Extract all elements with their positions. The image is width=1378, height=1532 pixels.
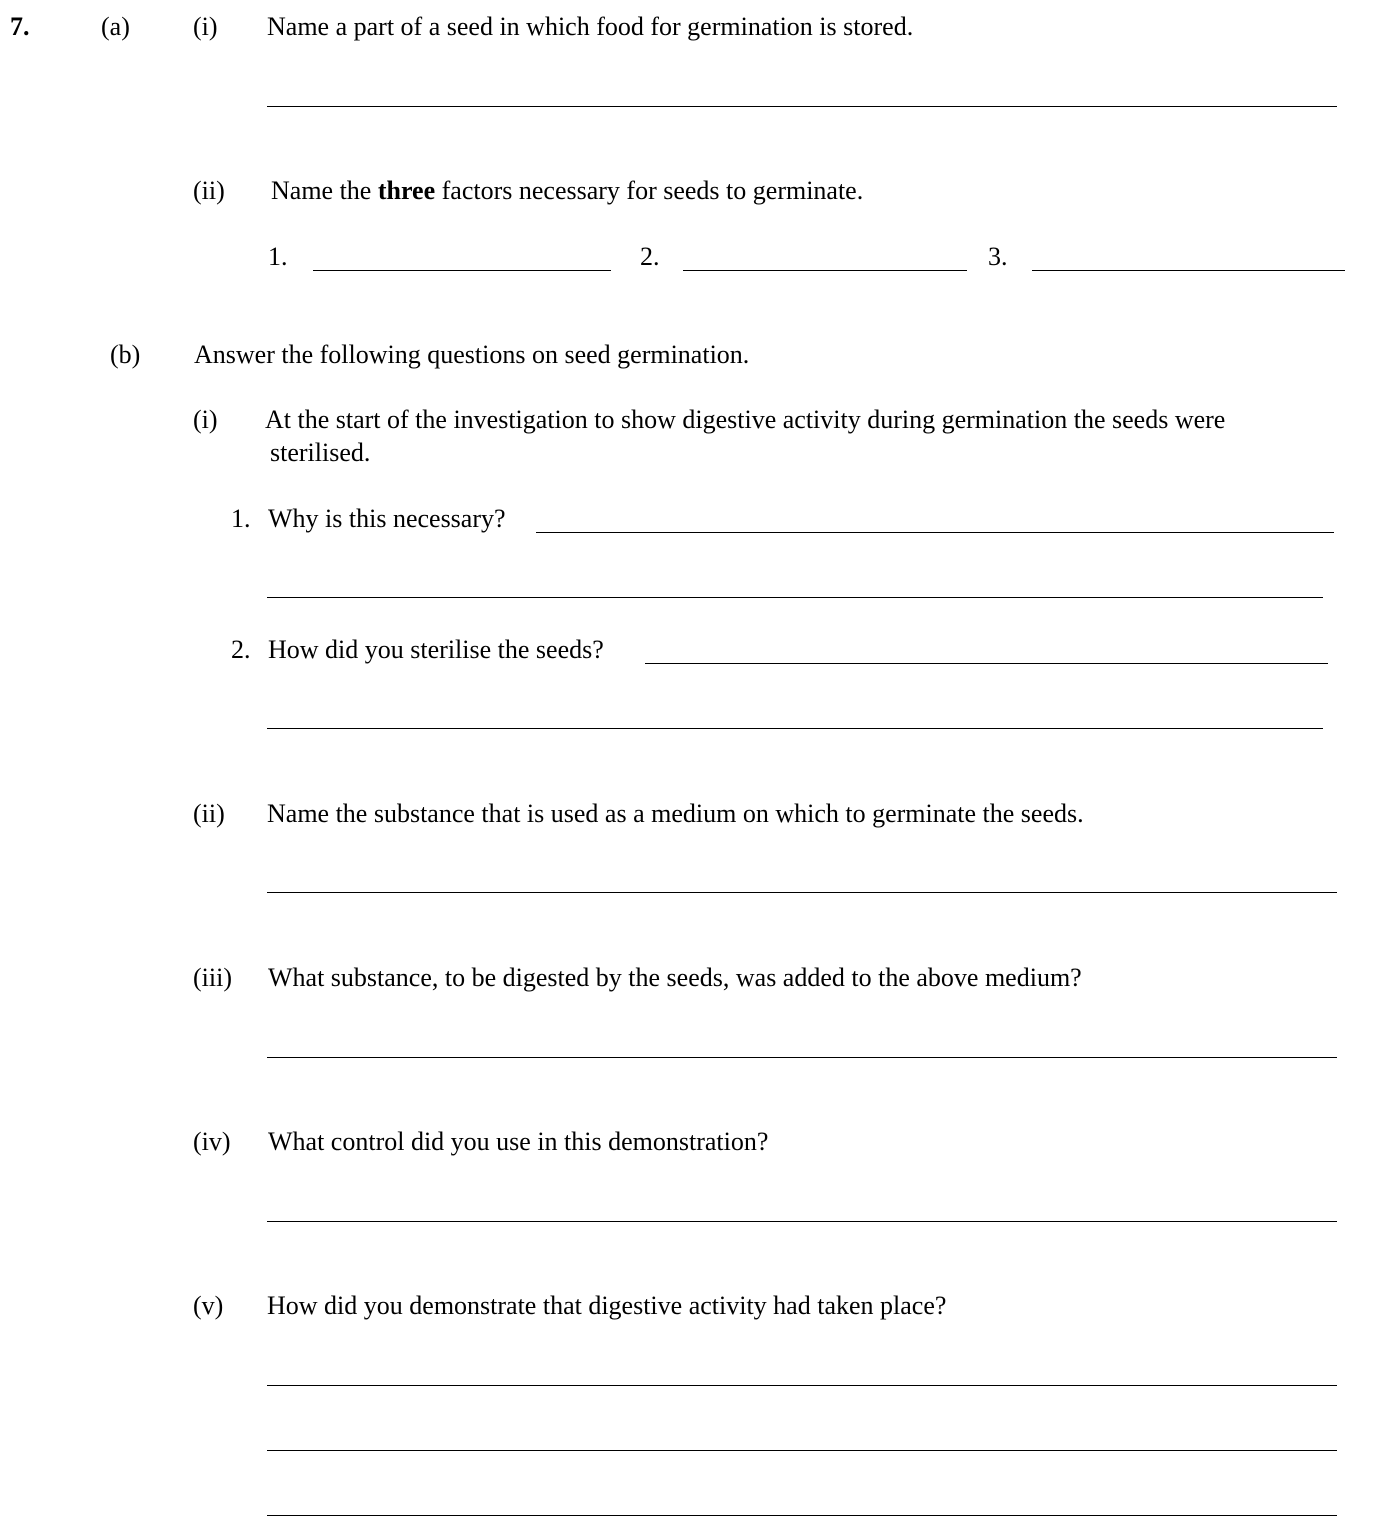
part-b-v-question: How did you demonstrate that digestive activity had taken place? — [267, 1291, 947, 1320]
part-b-iv-question: What control did you use in this demonstration? — [268, 1127, 769, 1156]
part-b-ii-question: Name the substance that is used as a medium on which to germinate the seeds. — [267, 799, 1084, 828]
answer-line-b-i-1a[interactable] — [536, 532, 1334, 533]
answer-line-b-iii[interactable] — [267, 1057, 1337, 1058]
part-b-ii-label: (ii) — [193, 799, 225, 828]
part-b-iii-label: (iii) — [193, 963, 232, 992]
answer-line-b-i-2b[interactable] — [267, 728, 1323, 729]
emphasis-three: three — [377, 176, 436, 205]
factor-3-number: 3. — [988, 242, 1008, 271]
part-a-i-question: Name a part of a seed in which food for germination is stored. — [267, 12, 914, 41]
answer-line-b-iv[interactable] — [267, 1221, 1337, 1222]
answer-line-factor-2[interactable] — [683, 270, 967, 271]
sub-question-1-number: 1. — [231, 504, 251, 533]
answer-line-b-ii[interactable] — [267, 892, 1337, 893]
part-b-i-label: (i) — [193, 405, 218, 434]
part-b-intro: Answer the following questions on seed germination. — [194, 340, 750, 369]
part-a-label: (a) — [101, 12, 130, 41]
answer-line-factor-3[interactable] — [1032, 270, 1345, 271]
answer-line-b-i-2a[interactable] — [645, 663, 1328, 664]
answer-line-a-i[interactable] — [267, 106, 1337, 107]
sub-question-2-number: 2. — [231, 635, 251, 664]
part-b-i-line2: sterilised. — [270, 438, 371, 467]
answer-line-b-v-2[interactable] — [267, 1450, 1337, 1451]
factor-2-number: 2. — [640, 242, 660, 271]
factor-1-number: 1. — [268, 242, 288, 271]
question-number: 7. — [10, 12, 30, 41]
answer-line-factor-1[interactable] — [313, 270, 611, 271]
sub-question-1-text: Why is this necessary? — [268, 504, 506, 533]
part-a-ii-question: Name the three factors necessary for seeds to germinate. — [271, 176, 864, 205]
part-a-ii-label: (ii) — [193, 176, 225, 205]
part-a-i-label: (i) — [193, 12, 218, 41]
part-b-iv-label: (iv) — [193, 1127, 231, 1156]
part-b-label: (b) — [110, 340, 141, 369]
part-b-iii-question: What substance, to be digested by the seeds, was added to the above medium? — [268, 963, 1082, 992]
answer-line-b-v-3[interactable] — [267, 1515, 1337, 1516]
part-b-v-label: (v) — [193, 1291, 224, 1320]
answer-line-b-v-1[interactable] — [267, 1385, 1337, 1386]
part-b-i-line1: At the start of the investigation to show digestive activity during germination the seeds were — [265, 405, 1226, 434]
answer-line-b-i-1b[interactable] — [267, 597, 1323, 598]
sub-question-2-text: How did you sterilise the seeds? — [268, 635, 604, 664]
